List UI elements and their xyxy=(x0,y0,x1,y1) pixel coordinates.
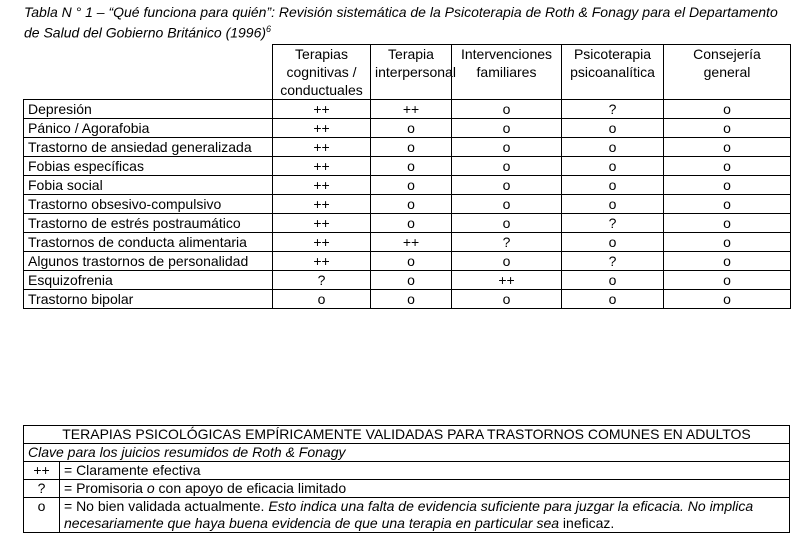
legend-text-a: = No bien validada actualmente. xyxy=(64,498,269,514)
legend-key-title: Clave para los juicios resumidos de Roth & Fonagy xyxy=(24,444,790,462)
rating-cell: o xyxy=(452,214,562,233)
rating-cell: o xyxy=(664,214,791,233)
legend-table xyxy=(23,425,790,533)
legend-symbol: ? xyxy=(24,480,60,498)
rating-cell: o xyxy=(562,233,664,252)
rating-cell: ++ xyxy=(273,176,371,195)
rating-cell: o xyxy=(273,290,371,309)
table-body xyxy=(24,100,791,309)
rating-cell: o xyxy=(562,138,664,157)
rating-cell: o xyxy=(452,290,562,309)
rating-cell: o xyxy=(452,138,562,157)
condition-cell: Trastorno de estrés postraumático xyxy=(24,214,273,233)
condition-cell: Pánico / Agorafobia xyxy=(24,119,273,138)
rating-cell: ++ xyxy=(273,214,371,233)
legend-symbol: ++ xyxy=(24,462,60,480)
legend-text-a: = Promisoria xyxy=(64,480,147,496)
rating-cell: o xyxy=(371,290,452,309)
rating-cell: ++ xyxy=(371,233,452,252)
rating-cell: o xyxy=(562,157,664,176)
rating-cell: o xyxy=(562,119,664,138)
legend-text-c: con apoyo de eficacia limitado xyxy=(154,480,347,496)
rating-cell: ++ xyxy=(273,138,371,157)
legend-text xyxy=(60,498,790,533)
rating-cell: o xyxy=(562,195,664,214)
rating-cell: o xyxy=(664,252,791,271)
rating-cell: o xyxy=(452,157,562,176)
header-counseling: Consejería general xyxy=(664,45,791,100)
caption-footnote: 6 xyxy=(266,24,272,34)
rating-cell: o xyxy=(562,176,664,195)
legend-item xyxy=(24,480,790,498)
legend-item xyxy=(24,498,790,533)
header-row xyxy=(24,45,791,100)
table-row xyxy=(24,195,791,214)
rating-cell: o xyxy=(664,271,791,290)
condition-cell: Esquizofrenia xyxy=(24,271,273,290)
rating-cell: ++ xyxy=(273,157,371,176)
rating-cell: ++ xyxy=(273,100,371,119)
legend-symbol: o xyxy=(24,498,60,533)
table-row xyxy=(24,252,791,271)
table-row xyxy=(24,233,791,252)
rating-cell: o xyxy=(664,119,791,138)
condition-cell: Algunos trastornos de personalidad xyxy=(24,252,273,271)
rating-cell: o xyxy=(452,176,562,195)
rating-cell: ? xyxy=(562,214,664,233)
rating-cell: ++ xyxy=(273,233,371,252)
header-psychoanalytic: Psicoterapia psicoanalítica xyxy=(562,45,664,100)
legend-title: TERAPIAS PSICOLÓGICAS EMPÍRICAMENTE VALIDADAS PARA TRASTORNOS COMUNES EN ADULTOS xyxy=(24,426,790,444)
rating-cell: o xyxy=(664,233,791,252)
header-cbt: Terapias cognitivas / conductuales xyxy=(273,45,371,100)
rating-cell: o xyxy=(371,214,452,233)
rating-cell: ? xyxy=(452,233,562,252)
legend-text: = Claramente efectiva xyxy=(60,462,790,480)
rating-cell: o xyxy=(664,138,791,157)
condition-cell: Trastornos de conducta alimentaria xyxy=(24,233,273,252)
table-row xyxy=(24,214,791,233)
condition-cell: Fobia social xyxy=(24,176,273,195)
rating-cell: ? xyxy=(562,252,664,271)
rating-cell: o xyxy=(371,195,452,214)
header-interpersonal: Terapia interpersonal xyxy=(371,45,452,100)
rating-cell: ? xyxy=(562,100,664,119)
rating-cell: o xyxy=(371,119,452,138)
rating-cell: o xyxy=(371,138,452,157)
condition-cell: Trastorno obsesivo-compulsivo xyxy=(24,195,273,214)
rating-cell: o xyxy=(452,119,562,138)
condition-cell: Fobias específicas xyxy=(24,157,273,176)
header-family: Intervenciones familiares xyxy=(452,45,562,100)
legend-key-title-row xyxy=(24,444,790,462)
rating-cell: ++ xyxy=(371,100,452,119)
table-row xyxy=(24,157,791,176)
therapy-evidence-table xyxy=(23,44,791,309)
rating-cell: o xyxy=(562,290,664,309)
rating-cell: o xyxy=(371,252,452,271)
condition-cell: Depresión xyxy=(24,100,273,119)
header-blank-cell xyxy=(24,45,273,100)
rating-cell: o xyxy=(664,195,791,214)
rating-cell: ++ xyxy=(452,271,562,290)
table-row xyxy=(24,271,791,290)
rating-cell: o xyxy=(371,176,452,195)
rating-cell: o xyxy=(664,290,791,309)
rating-cell: o xyxy=(562,271,664,290)
table-row xyxy=(24,138,791,157)
legend-text-b: o xyxy=(146,480,155,496)
condition-cell: Trastorno bipolar xyxy=(24,290,273,309)
rating-cell: ++ xyxy=(273,252,371,271)
table-caption xyxy=(24,4,794,42)
legend-text-c: ineficaz. xyxy=(559,515,615,531)
rating-cell: ++ xyxy=(273,195,371,214)
rating-cell: ? xyxy=(273,271,371,290)
rating-cell: o xyxy=(452,100,562,119)
table-row xyxy=(24,100,791,119)
rating-cell: ++ xyxy=(273,119,371,138)
condition-cell: Trastorno de ansiedad generalizada xyxy=(24,138,273,157)
caption-text: Tabla N ° 1 – “Qué funciona para quién”: Revisión sistemática de la Psicoterapia de Roth & Fonagy para el Departamento de Salud del Gobierno Británico (1996) xyxy=(24,4,778,41)
rating-cell: o xyxy=(664,176,791,195)
rating-cell: o xyxy=(664,100,791,119)
table-row xyxy=(24,176,791,195)
table-row xyxy=(24,290,791,309)
rating-cell: o xyxy=(664,157,791,176)
legend-item xyxy=(24,462,790,480)
legend-title-row xyxy=(24,426,790,444)
table-row xyxy=(24,119,791,138)
rating-cell: o xyxy=(371,271,452,290)
rating-cell: o xyxy=(452,195,562,214)
rating-cell: o xyxy=(371,157,452,176)
legend-text xyxy=(60,480,790,498)
legend-text-b: Esto indica una falta de evidencia suficiente para juzgar la eficacia. No implica necesariamente que haya buena evidencia de que una terapia en particular sea xyxy=(64,498,754,531)
rating-cell: o xyxy=(452,252,562,271)
